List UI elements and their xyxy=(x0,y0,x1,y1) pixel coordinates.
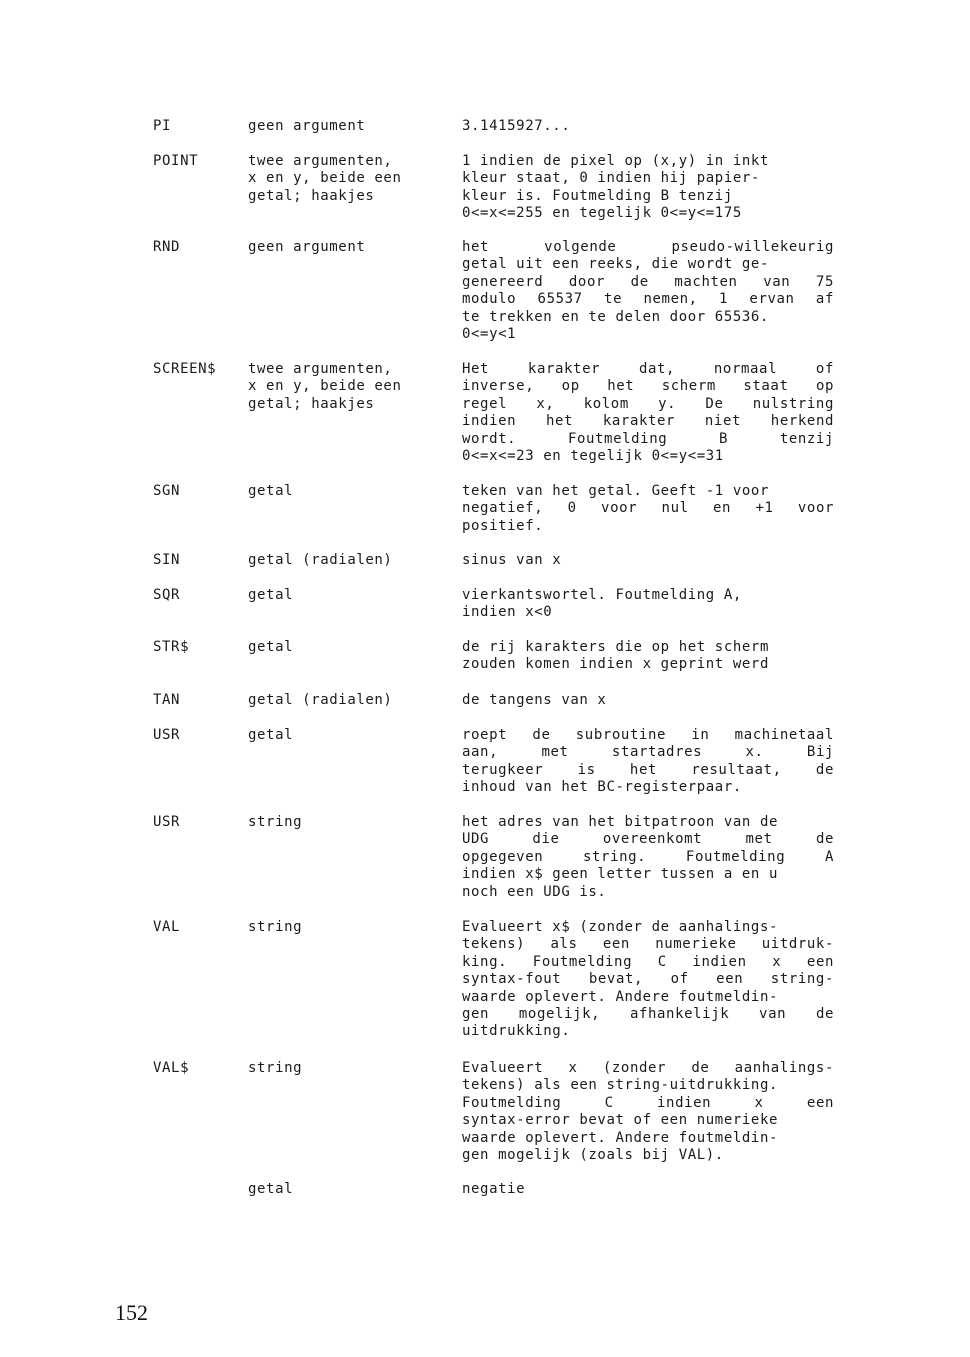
function-name: SCREEN$ xyxy=(153,361,217,377)
result-line: terugkeer is het resultaat, de xyxy=(462,761,834,778)
result-line: regel x, kolom y. De nulstring xyxy=(462,395,834,412)
result-line: indien x<0 xyxy=(462,604,553,621)
function-result xyxy=(462,639,834,674)
argument-line: string xyxy=(248,1060,303,1076)
result-line: het adres van het bitpatroon van de xyxy=(462,814,779,830)
function-argument xyxy=(248,239,448,256)
result-line: negatie xyxy=(462,1181,526,1197)
function-result xyxy=(462,483,834,535)
argument-line: getal; haakjes xyxy=(248,395,375,412)
result-line: de rij karakters die op het scherm xyxy=(462,639,769,655)
result-line: te trekken en te delen door 65536. xyxy=(462,308,769,325)
function-argument xyxy=(248,1181,448,1198)
result-line: genereerd door de machten van 75 xyxy=(462,273,834,290)
function-result xyxy=(462,1060,834,1164)
result-line: wordt. Foutmelding B tenzij xyxy=(462,430,834,447)
function-result xyxy=(462,587,834,622)
argument-line: getal xyxy=(248,639,294,655)
result-line: tekens) als een string-uitdrukking. xyxy=(462,1077,779,1094)
argument-line: geen argument xyxy=(248,118,366,134)
result-line: teken van het getal. Geeft -1 voor xyxy=(462,483,769,499)
result-line: 1 indien de pixel op (x,y) in inkt xyxy=(462,153,769,169)
function-name: RND xyxy=(153,239,181,255)
function-argument xyxy=(248,361,448,413)
result-line: opgegeven string. Foutmelding A xyxy=(462,848,834,865)
function-result xyxy=(462,361,834,465)
argument-line: getal xyxy=(248,483,294,499)
function-name: SGN xyxy=(153,483,181,499)
function-argument xyxy=(248,483,448,500)
argument-line: getal (radialen) xyxy=(248,692,393,708)
function-name: STR$ xyxy=(153,639,190,655)
argument-line: getal (radialen) xyxy=(248,552,393,568)
function-name: USR xyxy=(153,727,181,743)
page-number: 152 xyxy=(115,1300,148,1325)
function-result xyxy=(462,814,834,901)
function-name: VAL$ xyxy=(153,1060,190,1076)
function-result xyxy=(462,552,834,569)
function-argument xyxy=(248,814,448,831)
argument-line: x en y, beide een xyxy=(248,170,402,187)
result-line: gen mogelijk, afhankelijk van de xyxy=(462,1006,834,1023)
argument-line: getal xyxy=(248,587,294,603)
result-line: uitdrukking. xyxy=(462,1023,571,1040)
result-line: syntax-fout bevat, of een string- xyxy=(462,971,834,988)
argument-line: getal xyxy=(248,727,294,743)
result-line: zouden komen indien x geprint werd xyxy=(462,656,769,673)
result-line: waarde oplevert. Andere foutmeldin- xyxy=(462,1129,779,1146)
function-argument xyxy=(248,919,448,936)
result-line: UDG die overeenkomt met de xyxy=(462,831,834,848)
function-result xyxy=(462,118,834,135)
argument-line: getal; haakjes xyxy=(248,187,375,204)
result-line: noch een UDG is. xyxy=(462,883,607,900)
result-line: 0<=y<1 xyxy=(462,326,517,343)
result-line: het volgende pseudo-willekeurig xyxy=(462,239,834,255)
result-line: indien het karakter niet herkend xyxy=(462,413,834,430)
result-line: king. Foutmelding C indien x een xyxy=(462,953,834,970)
argument-line: twee argumenten, xyxy=(248,361,393,377)
result-line: syntax-error bevat of een numerieke xyxy=(462,1112,779,1129)
result-line: Evalueert x (zonder de aanhalings- xyxy=(462,1060,834,1076)
function-name: TAN xyxy=(153,692,181,708)
function-name: USR xyxy=(153,814,181,830)
function-argument xyxy=(248,153,448,205)
result-line: negatief, 0 voor nul en +1 voor xyxy=(462,500,834,517)
result-line: roept de subroutine in machinetaal xyxy=(462,727,834,743)
function-name: POINT xyxy=(153,153,199,169)
result-line: vierkantswortel. Foutmelding A, xyxy=(462,587,742,603)
function-argument xyxy=(248,1060,448,1077)
result-line: de tangens van x xyxy=(462,692,607,708)
function-result xyxy=(462,692,834,709)
result-line: Evalueert x$ (zonder de aanhalings- xyxy=(462,919,779,935)
function-result xyxy=(462,1181,834,1198)
result-line: waarde oplevert. Andere foutmeldin- xyxy=(462,988,779,1005)
result-line: 3.1415927... xyxy=(462,118,571,134)
argument-line: string xyxy=(248,814,303,830)
function-argument xyxy=(248,692,448,709)
function-result xyxy=(462,153,834,223)
result-line: aan, met startadres x. Bij xyxy=(462,744,834,761)
result-line: modulo 65537 te nemen, 1 ervan af xyxy=(462,291,834,308)
function-result xyxy=(462,727,834,797)
function-argument xyxy=(248,552,448,569)
result-line: positief. xyxy=(462,517,544,534)
argument-line: x en y, beide een xyxy=(248,378,402,395)
function-argument xyxy=(248,587,448,604)
function-argument xyxy=(248,118,448,135)
function-result xyxy=(462,919,834,1041)
result-line: 0<=x<=255 en tegelijk 0<=y<=175 xyxy=(462,205,742,222)
result-line: gen mogelijk (zoals bij VAL). xyxy=(462,1147,724,1164)
result-line: getal uit een reeks, die wordt ge- xyxy=(462,256,769,273)
result-line: Het karakter dat, normaal of xyxy=(462,361,834,377)
argument-line: geen argument xyxy=(248,239,366,255)
function-name: SQR xyxy=(153,587,181,603)
result-line: kleur is. Foutmelding B tenzij xyxy=(462,187,733,204)
result-line: inverse, op het scherm staat op xyxy=(462,378,834,395)
function-name: SIN xyxy=(153,552,181,568)
function-result xyxy=(462,239,834,343)
function-name: VAL xyxy=(153,919,181,935)
result-line: inhoud van het BC-registerpaar. xyxy=(462,779,742,796)
function-argument xyxy=(248,639,448,656)
result-line: 0<=x<=23 en tegelijk 0<=y<=31 xyxy=(462,448,724,465)
result-line: kleur staat, 0 indien hij papier- xyxy=(462,170,760,187)
result-line: tekens) als een numerieke uitdruk- xyxy=(462,936,834,953)
argument-line: getal xyxy=(248,1181,294,1197)
result-line: sinus van x xyxy=(462,552,562,568)
result-line: indien x$ geen letter tussen a en u xyxy=(462,866,779,883)
result-line: Foutmelding C indien x een xyxy=(462,1094,834,1111)
argument-line: string xyxy=(248,919,303,935)
function-name: PI xyxy=(153,118,172,134)
function-argument xyxy=(248,727,448,744)
argument-line: twee argumenten, xyxy=(248,153,393,169)
